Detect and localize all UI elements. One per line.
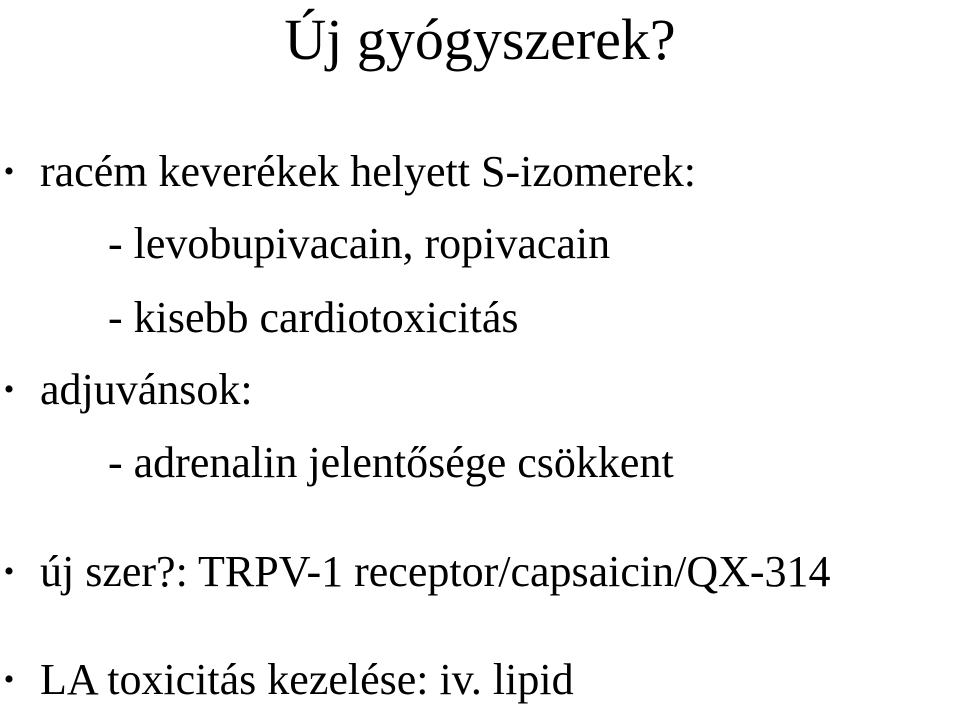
sub-item: - kisebb cardiotoxicitás — [108, 293, 519, 342]
slide-title: Új gyógyszerek? — [284, 7, 676, 72]
bullet-dot-icon: • — [3, 373, 15, 406]
bullet-text: új szer?: TRPV-1 receptor/capsaicin/QX-314 — [40, 547, 831, 596]
bullet-dot-icon: • — [3, 663, 15, 696]
sub-item: - levobupivacain, ropivacain — [108, 219, 611, 268]
bullet-dot-icon: • — [3, 555, 15, 588]
bullet-dot-icon: • — [3, 155, 15, 188]
bullet-text: LA toxicitás kezelése: iv. lipid — [40, 655, 574, 704]
bullet-text: adjuvánsok: — [40, 365, 253, 414]
bullet-text: racém keverékek helyett S-izomerek: — [40, 147, 697, 196]
sub-item: - adrenalin jelentősége csökkent — [108, 438, 674, 487]
